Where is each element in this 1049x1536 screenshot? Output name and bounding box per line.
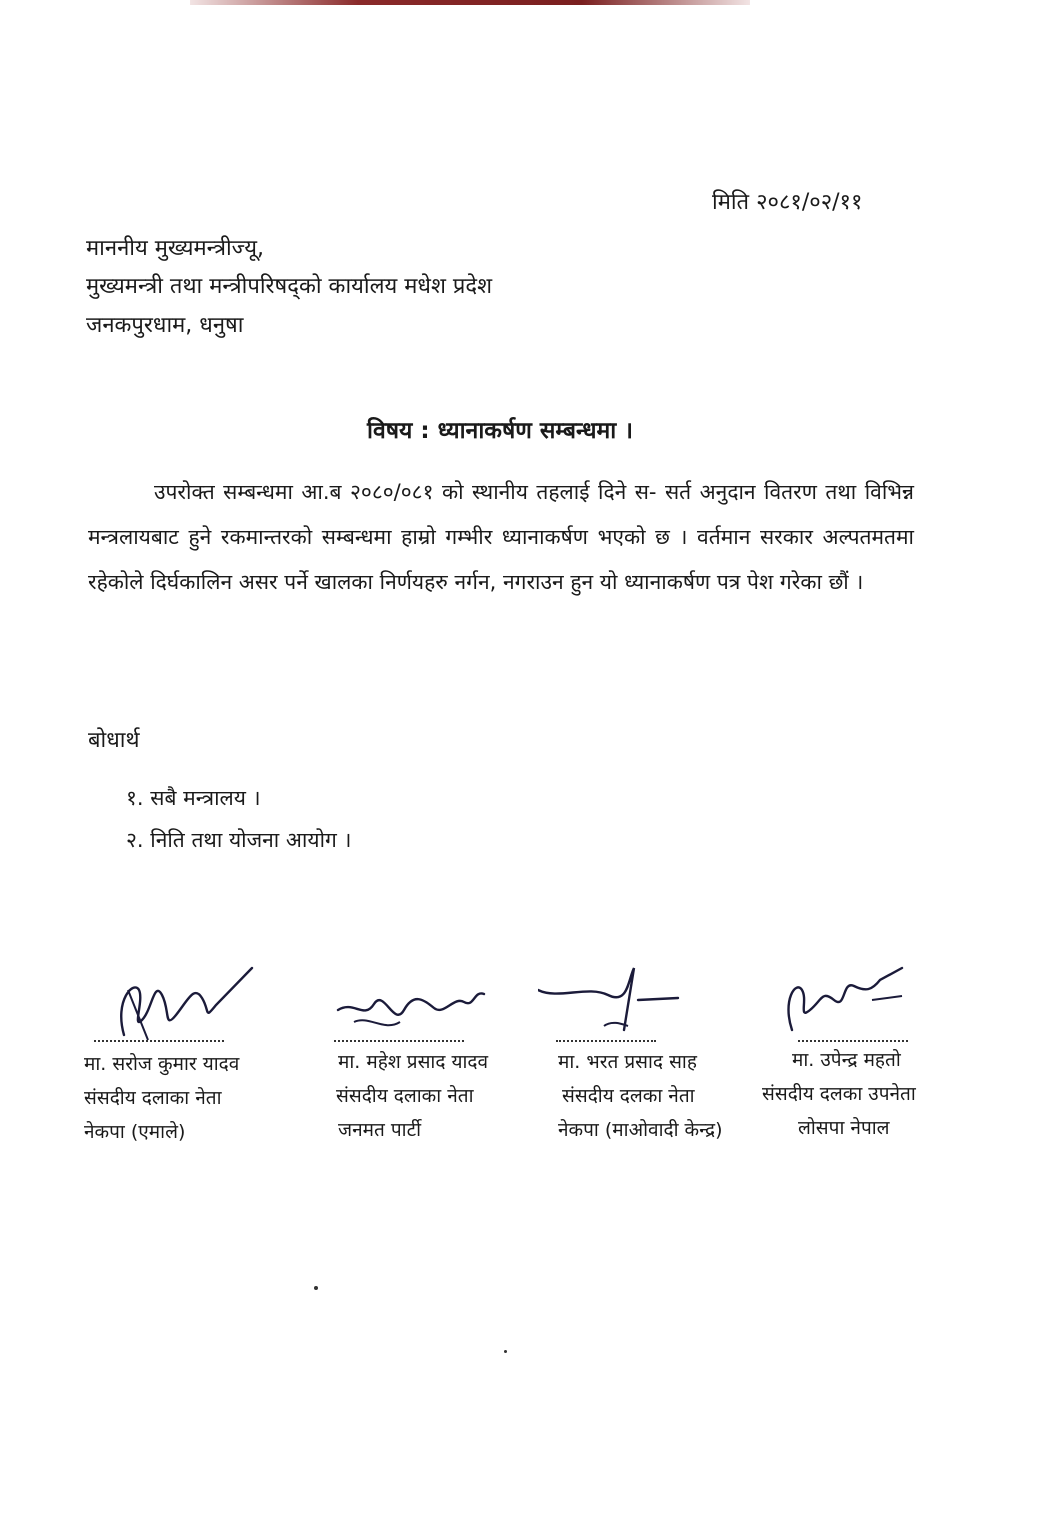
paper-speck: [314, 1286, 318, 1290]
signatory-1-role: संसदीय दलाका नेता: [84, 1087, 222, 1109]
signatory-2-role: संसदीय दलाका नेता: [336, 1085, 474, 1107]
signatory-2-name: मा. महेश प्रसाद यादव: [338, 1051, 489, 1073]
signature-1: [84, 960, 284, 1050]
signatory-1-name: मा. सरोज कुमार यादव: [84, 1053, 240, 1075]
signatory-4-name: मा. उपेन्द्र महतो: [792, 1049, 901, 1071]
signatory-2-party: जनमत पार्टी: [338, 1119, 422, 1141]
signatory-4-role: संसदीय दलका उपनेता: [762, 1083, 916, 1105]
recipient-line-1: माननीय मुख्यमन्त्रीज्यू,: [86, 236, 264, 261]
letter-date: मिति २०८१/०२/११: [712, 190, 863, 215]
paper-speck: [504, 1350, 507, 1353]
signature-4: [762, 960, 962, 1050]
signatory-3-party: नेकपा (माओवादी केन्द्र): [558, 1119, 723, 1141]
signature-line-2: [334, 1040, 464, 1042]
letter-body: उपरोक्त सम्बन्धमा आ.ब २०८०/०८१ को स्थानीय तहलाई दिने स- सर्त अनुदान वितरण तथा विभिन्न मन्त्रलायबाट हुने रकमान्तरको सम्बन्धमा हाम्रो गम्भीर ध्यानाकर्षण भएको छ । वर्तमान सरकार अल्पतमतमा रहेकोले दिर्घकालिन असर पर्ने खालका निर्णयहरु नर्गन, नगराउन हुन यो ध्यानाकर्षण पत्र पेश गरेका छौं ।: [88, 480, 914, 594]
signature-line-1: [94, 1040, 224, 1042]
signatory-3-role: संसदीय दलका नेता: [562, 1085, 695, 1107]
signature-2: [334, 960, 534, 1050]
signature-3: [538, 960, 738, 1050]
recipient-line-3: जनकपुरधाम, धनुषा: [86, 313, 244, 338]
letter-subject: विषय : ध्यानाकर्षण सम्बन्धमा ।: [367, 418, 633, 444]
signature-line-4: [798, 1040, 908, 1042]
signatory-3-name: मा. भरत प्रसाद साह: [558, 1051, 697, 1073]
bodartha-item-2: २. निति तथा योजना आयोग ।: [126, 828, 352, 852]
top-color-strip: [190, 0, 750, 5]
bodartha-item-1: १. सबै मन्त्रालय ।: [126, 786, 261, 810]
signatory-1-party: नेकपा (एमाले): [84, 1121, 186, 1143]
signature-line-3: [556, 1040, 656, 1042]
signatory-4-party: लोसपा नेपाल: [798, 1117, 890, 1139]
bodartha-heading: बोधार्थ: [88, 728, 140, 753]
recipient-line-2: मुख्यमन्त्री तथा मन्त्रीपरिषद्को कार्यालय मधेश प्रदेश: [86, 274, 493, 299]
